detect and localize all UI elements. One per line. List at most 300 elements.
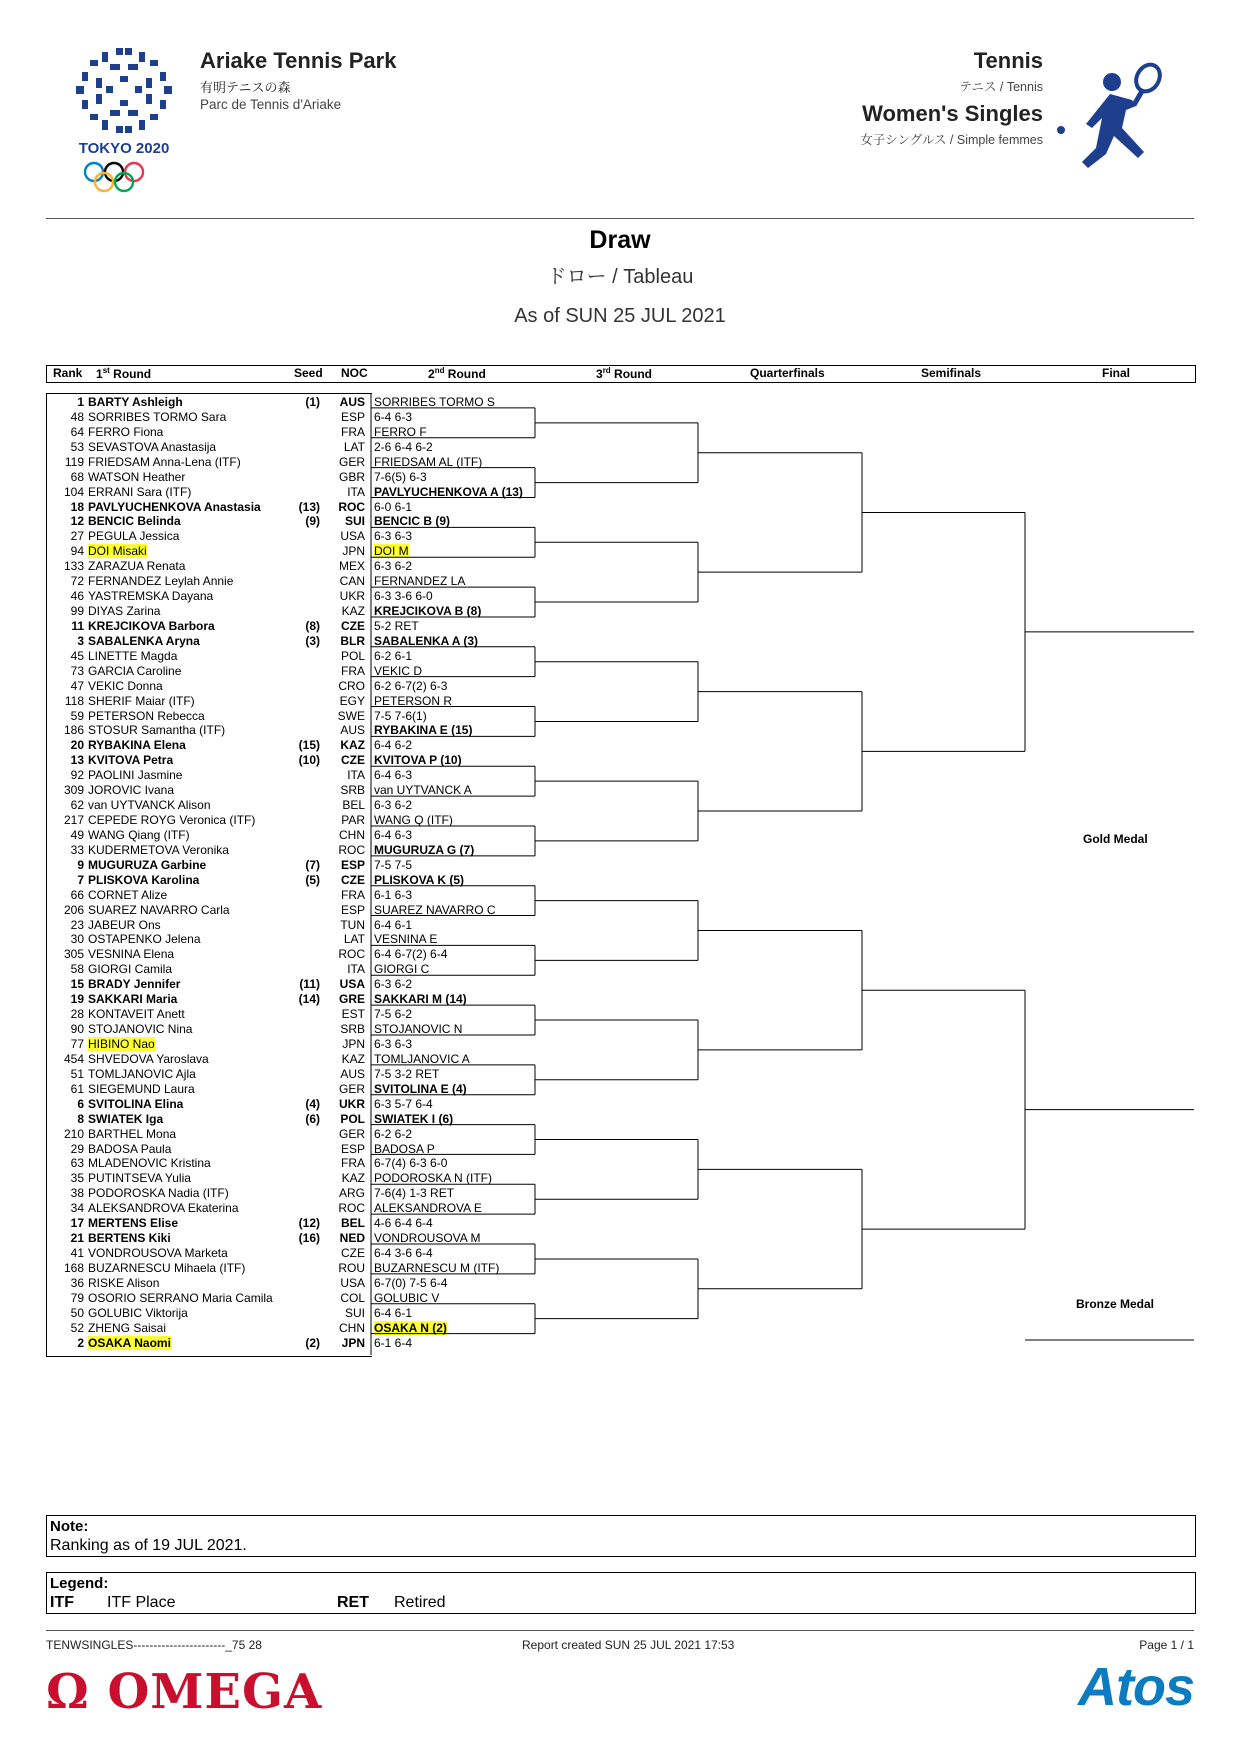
col-semifinals: Semifinals xyxy=(921,366,982,380)
player-rank: 63 xyxy=(70,1156,84,1171)
player-noc: USA xyxy=(340,529,365,544)
sport-name: Tennis xyxy=(973,48,1043,73)
round2-winner xyxy=(374,1082,467,1097)
player-name-text: PLISKOVA Karolina xyxy=(88,872,200,887)
round2-winner xyxy=(374,514,450,529)
player-name xyxy=(88,1007,185,1022)
player-rank: 30 xyxy=(70,932,84,947)
round2-winner-text: PODOROSKA N (ITF) xyxy=(374,1171,493,1186)
player-rank: 9 xyxy=(77,857,84,872)
player-name xyxy=(88,1097,183,1112)
player-seed: (14) xyxy=(298,992,320,1007)
player-name xyxy=(88,1186,229,1201)
player-noc: EGY xyxy=(339,693,365,708)
round2-winner-text: FERNANDEZ LA xyxy=(374,574,466,589)
round2-winner xyxy=(374,1261,499,1276)
legend-desc-itf: ITF Place xyxy=(107,1594,176,1611)
player-name-text: GOLUBIC Viktorija xyxy=(88,1305,188,1320)
player-rank: 7 xyxy=(77,872,84,887)
player-name xyxy=(88,962,172,977)
player-noc: USA xyxy=(340,1275,365,1290)
player-noc: CZE xyxy=(341,618,365,633)
player-name-text: KONTAVEIT Anett xyxy=(88,1007,185,1022)
round2-score: 6-4 3-6 6-4 xyxy=(374,1246,433,1260)
player-name-text: SIEGEMUND Laura xyxy=(88,1081,195,1096)
player-name xyxy=(88,977,180,992)
player-rank: 3 xyxy=(77,633,84,648)
player-rank: 48 xyxy=(70,409,84,424)
player-name xyxy=(88,843,229,858)
player-noc: AUS xyxy=(339,395,365,409)
round2-score: 6-4 6-2 xyxy=(374,738,413,753)
player-noc: CAN xyxy=(339,574,365,589)
note-text: Ranking as of 19 JUL 2021. xyxy=(50,1537,247,1554)
player-name-text: BRADY Jennifer xyxy=(88,977,181,992)
gold-medal-label: Gold Medal xyxy=(1083,832,1148,846)
player-rank: 309 xyxy=(63,783,84,798)
player-rank: 18 xyxy=(70,499,84,514)
round2-winner-text: MUGURUZA G (7) xyxy=(374,842,475,857)
player-noc: TUN xyxy=(340,917,365,932)
player-noc: GER xyxy=(338,1081,365,1096)
round2-winner-text: BADOSA P xyxy=(374,1141,435,1156)
player-noc: BEL xyxy=(341,1216,365,1231)
round2-score: 7-5 7-5 xyxy=(374,857,413,872)
player-rank: 72 xyxy=(70,574,84,589)
player-name-text: MERTENS Elise xyxy=(88,1216,179,1231)
player-noc: COL xyxy=(340,1290,365,1305)
player-rank: 47 xyxy=(70,678,84,693)
round2-score: 4-6 6-4 6-4 xyxy=(374,1216,433,1231)
round2-winner xyxy=(374,783,472,798)
player-name-text: GIORGI Camila xyxy=(88,962,173,977)
round2-winner-text: BENCIC B (9) xyxy=(374,514,451,529)
player-name-text: ZARAZUA Renata xyxy=(88,559,186,574)
round2-score: 6-2 6-2 xyxy=(374,1126,413,1141)
player-name-text: FERRO Fiona xyxy=(88,424,164,439)
round2-score: 7-5 3-2 RET xyxy=(374,1066,440,1081)
player-name-text: PEGULA Jessica xyxy=(88,529,180,544)
round2-winner-text: OSAKA N (2) xyxy=(374,1320,447,1335)
tennis-player-pictogram-icon xyxy=(1052,54,1178,178)
player-name-text: OSAKA Naomi xyxy=(88,1335,171,1350)
round2-winner xyxy=(374,753,462,768)
round2-winner xyxy=(374,1171,492,1186)
player-rank: 90 xyxy=(70,1022,84,1037)
player-noc: ROC xyxy=(338,499,365,514)
player-name xyxy=(88,1201,239,1216)
player-name-text: PAVLYUCHENKOVA Anastasia xyxy=(88,499,261,514)
round2-winner xyxy=(374,1112,453,1127)
player-rank: 52 xyxy=(70,1320,84,1335)
player-name-text: VESNINA Elena xyxy=(88,947,175,962)
player-noc: ARG xyxy=(338,1186,365,1201)
player-rank: 19 xyxy=(70,992,84,1007)
player-name-text: YASTREMSKA Dayana xyxy=(88,589,214,604)
round2-winner-text: SUAREZ NAVARRO C xyxy=(374,902,496,917)
round2-winner xyxy=(374,1142,435,1157)
player-rank: 33 xyxy=(70,842,84,857)
round2-winner-text: SAKKARI M (14) xyxy=(374,992,467,1007)
player-name xyxy=(88,1261,245,1276)
player-name xyxy=(88,1276,159,1291)
round2-winner xyxy=(374,932,437,947)
atos-logo: Atos xyxy=(1078,1657,1194,1717)
round2-score: 6-7(0) 7-5 6-4 xyxy=(374,1275,448,1290)
player-rank: 34 xyxy=(70,1201,84,1216)
player-noc: BLR xyxy=(340,633,365,648)
player-name-text: KVITOVA Petra xyxy=(88,753,174,768)
omega-logo: Ω OMEGA xyxy=(46,1664,323,1720)
player-noc: ESP xyxy=(340,902,365,917)
player-rank: 99 xyxy=(70,604,84,619)
round2-score: 6-3 6-3 xyxy=(374,529,413,544)
player-rank: 6 xyxy=(77,1096,84,1111)
player-noc: NED xyxy=(339,1231,365,1246)
player-name-text: DIYAS Zarina xyxy=(88,604,161,619)
player-name xyxy=(88,1171,191,1186)
player-name xyxy=(88,1336,171,1351)
round2-winner-text: van UYTVANCK A xyxy=(374,783,472,798)
round2-score: 6-2 6-7(2) 6-3 xyxy=(374,678,448,693)
player-name xyxy=(88,574,233,589)
player-name-text: VEKIC Donna xyxy=(88,678,163,693)
player-name xyxy=(88,604,160,619)
player-noc: SRB xyxy=(340,783,365,798)
event-name: Women's Singles xyxy=(862,101,1043,126)
player-rank: 210 xyxy=(63,1126,84,1141)
player-rank: 118 xyxy=(64,693,84,708)
player-noc: JPN xyxy=(342,544,365,559)
round2-winner-text: VEKIC D xyxy=(374,663,423,678)
col-rank: Rank xyxy=(53,366,83,380)
player-name xyxy=(88,1127,176,1142)
player-name xyxy=(88,410,226,425)
games-name: TOKYO 2020 xyxy=(78,140,170,157)
round2-score: 6-4 6-7(2) 6-4 xyxy=(374,947,448,962)
player-rank: 8 xyxy=(77,1111,84,1126)
player-name xyxy=(88,440,216,455)
player-name-text: FRIEDSAM Anna-Lena (ITF) xyxy=(88,454,241,469)
player-name xyxy=(88,798,211,813)
player-name xyxy=(88,1216,178,1231)
player-noc: FRA xyxy=(341,1156,365,1171)
player-rank: 73 xyxy=(70,663,84,678)
round2-winner xyxy=(374,1321,447,1336)
round2-score: 6-4 6-1 xyxy=(374,917,413,932)
player-name-text: VONDROUSOVA Marketa xyxy=(88,1246,228,1260)
round2-score: 6-3 3-6 6-0 xyxy=(374,589,433,604)
player-rank: 62 xyxy=(70,798,84,813)
player-rank: 29 xyxy=(70,1141,84,1156)
round2-winner xyxy=(374,694,452,709)
player-noc: LAT xyxy=(343,439,365,454)
player-name-text: BENCIC Belinda xyxy=(88,514,181,529)
round2-score: 7-6(5) 6-3 xyxy=(374,469,427,484)
player-name xyxy=(88,709,205,724)
player-name xyxy=(88,753,173,768)
player-name-text: RYBAKINA Elena xyxy=(88,738,186,753)
player-name xyxy=(88,738,186,753)
round2-score: 6-4 6-3 xyxy=(374,768,413,783)
player-name-text: STOSUR Samantha (ITF) xyxy=(88,723,226,738)
player-name-text: RISKE Alison xyxy=(88,1275,160,1290)
player-name-text: KUDERMETOVA Veronika xyxy=(88,842,229,857)
player-name-text: MLADENOVIC Kristina xyxy=(88,1156,211,1171)
player-noc: ESP xyxy=(340,857,365,872)
player-noc: ROC xyxy=(338,842,365,857)
player-name xyxy=(88,694,195,709)
round2-score: 6-3 6-3 xyxy=(374,1036,413,1051)
player-seed: (12) xyxy=(298,1216,320,1231)
player-name xyxy=(88,664,181,679)
round2-winner xyxy=(374,455,482,470)
bronze-medal-label: Bronze Medal xyxy=(1076,1297,1155,1311)
round2-winner-text: SABALENKA A (3) xyxy=(374,633,478,648)
report-code: TENWSINGLES-----------------------_75 28 xyxy=(46,1638,262,1652)
player-name-text: WANG Qiang (ITF) xyxy=(88,827,190,842)
player-noc: EST xyxy=(341,1007,365,1022)
player-seed: (16) xyxy=(298,1231,320,1246)
player-name-text: SVITOLINA Elina xyxy=(88,1096,184,1111)
player-seed: (1) xyxy=(305,395,320,409)
player-rank: 305 xyxy=(63,947,84,962)
player-name xyxy=(88,514,181,529)
player-name xyxy=(88,529,179,544)
round2-winner-text: WANG Q (ITF) xyxy=(374,813,453,828)
player-rank: 20 xyxy=(70,738,84,753)
player-seed: (13) xyxy=(298,499,320,514)
player-rank: 168 xyxy=(63,1260,84,1275)
player-noc: GBR xyxy=(338,469,365,484)
player-rank: 77 xyxy=(70,1036,84,1051)
round2-winner xyxy=(374,1201,482,1216)
player-noc: AUS xyxy=(340,723,365,738)
player-rank: 61 xyxy=(70,1081,84,1096)
player-rank: 79 xyxy=(70,1290,84,1305)
player-name xyxy=(88,500,261,515)
round2-winner xyxy=(374,574,465,589)
round2-score: 6-2 6-1 xyxy=(374,648,413,663)
player-noc: UKR xyxy=(339,589,365,604)
player-seed: (15) xyxy=(298,738,320,753)
round2-winner-text: KREJCIKOVA B (8) xyxy=(374,604,482,619)
player-noc: GER xyxy=(338,1126,365,1141)
player-name xyxy=(88,1321,166,1336)
player-noc: FRA xyxy=(341,424,365,439)
player-name xyxy=(88,634,200,649)
legend-code-ret: RET xyxy=(337,1594,369,1611)
player-rank: 45 xyxy=(70,648,84,663)
player-name xyxy=(88,1291,273,1306)
player-name xyxy=(88,1231,171,1246)
player-name-text: KREJCIKOVA Barbora xyxy=(88,618,215,633)
player-rank: 13 xyxy=(70,753,84,768)
player-noc: UKR xyxy=(339,1096,365,1111)
player-seed: (9) xyxy=(305,514,320,529)
player-noc: ITA xyxy=(347,962,365,977)
footer-divider xyxy=(46,1630,1194,1631)
player-rank: 12 xyxy=(70,514,84,529)
player-name-text: ALEKSANDROVA Ekaterina xyxy=(88,1201,239,1216)
player-rank: 59 xyxy=(70,708,84,723)
player-name-text: BADOSA Paula xyxy=(88,1141,172,1156)
player-name xyxy=(88,649,177,664)
round2-score: 6-3 5-7 6-4 xyxy=(374,1096,433,1111)
player-name xyxy=(88,1306,188,1321)
player-name-text: PAOLINI Jasmine xyxy=(88,768,183,783)
player-name xyxy=(88,783,174,798)
round2-winner-text: PLISKOVA K (5) xyxy=(374,872,465,887)
player-name-text: DOI Misaki xyxy=(88,544,147,559)
player-seed: (11) xyxy=(299,977,320,992)
round2-winner-text: TOMLJANOVIC A xyxy=(374,1051,470,1066)
player-name xyxy=(88,1082,195,1097)
page-number: Page 1 / 1 xyxy=(1139,1638,1194,1652)
player-name xyxy=(88,1142,171,1157)
player-rank: 92 xyxy=(70,768,84,783)
player-name-text: MUGURUZA Garbine xyxy=(88,857,207,872)
note-title: Note: xyxy=(50,1518,89,1535)
player-seed: (8) xyxy=(305,618,320,633)
round2-score: 6-4 6-1 xyxy=(374,1305,413,1320)
player-name xyxy=(88,1067,196,1082)
round2-score: 6-3 6-2 xyxy=(374,798,413,813)
player-name-text: BARTHEL Mona xyxy=(88,1126,177,1141)
player-name xyxy=(88,947,174,962)
round2-score: 6-1 6-3 xyxy=(374,887,413,902)
round2-winner-text: BUZARNESCU M (ITF) xyxy=(374,1260,500,1275)
round2-winner xyxy=(374,1022,462,1037)
player-name-text: GARCIA Caroline xyxy=(88,663,182,678)
round2-score: 6-0 6-1 xyxy=(374,499,413,514)
player-name-text: BARTY Ashleigh xyxy=(88,395,183,409)
player-noc: POL xyxy=(340,1111,365,1126)
player-noc: SRB xyxy=(340,1022,365,1037)
player-name-text: SEVASTOVA Anastasija xyxy=(88,439,217,454)
player-noc: CHN xyxy=(339,827,365,842)
player-name-text: SORRIBES TORMO Sara xyxy=(88,409,227,424)
player-noc: KAZ xyxy=(341,1051,365,1066)
player-name-text: JOROVIC Ivana xyxy=(88,783,175,798)
player-rank: 206 xyxy=(63,902,84,917)
player-rank: 51 xyxy=(70,1066,84,1081)
player-rank: 11 xyxy=(71,618,84,633)
player-noc: ROC xyxy=(338,1201,365,1216)
player-name xyxy=(88,723,225,738)
player-name-text: PODOROSKA Nadia (ITF) xyxy=(88,1186,229,1201)
round2-winner-text: KVITOVA P (10) xyxy=(374,753,462,768)
player-noc: POL xyxy=(340,648,365,663)
player-name xyxy=(88,425,163,440)
player-noc: ESP xyxy=(340,409,365,424)
round2-winner xyxy=(374,544,409,559)
player-noc: KAZ xyxy=(340,738,365,753)
player-name xyxy=(88,1156,211,1171)
player-name xyxy=(88,768,182,783)
player-seed: (10) xyxy=(298,753,320,768)
player-name-text: PUTINTSEVA Yulia xyxy=(88,1171,191,1186)
player-noc: CRO xyxy=(338,678,365,693)
player-noc: JPN xyxy=(341,1335,365,1350)
legend-box xyxy=(46,1572,1196,1614)
emblem-checkered-icon xyxy=(72,46,176,136)
player-name xyxy=(88,589,213,604)
player-rank: 1 xyxy=(77,395,84,409)
round2-winner-text: FRIEDSAM AL (ITF) xyxy=(374,454,483,469)
round2-winner-text: GIORGI C xyxy=(374,962,430,977)
round2-score: 6-4 6-3 xyxy=(374,409,413,424)
player-noc: CHN xyxy=(339,1320,365,1335)
player-rank: 186 xyxy=(63,723,84,738)
report-created: Report created SUN 25 JUL 2021 17:53 xyxy=(522,1638,735,1652)
event-name-translations: 女子シングルス / Simple femmes xyxy=(860,133,1043,147)
player-rank: 23 xyxy=(70,917,84,932)
player-rank: 64 xyxy=(70,424,84,439)
player-noc: GER xyxy=(338,454,365,469)
round2-winner xyxy=(374,1052,470,1067)
player-name-text: SWIATEK Iga xyxy=(88,1111,164,1126)
round2-winner-text: SORRIBES TORMO S xyxy=(374,395,495,409)
player-name-text: FERNANDEZ Leylah Annie xyxy=(88,574,234,589)
legend-desc-ret: Retired xyxy=(394,1594,446,1611)
player-noc: JPN xyxy=(342,1036,365,1051)
player-name xyxy=(88,1246,228,1261)
player-rank: 94 xyxy=(70,544,84,559)
col-final: Final xyxy=(1102,366,1131,380)
round2-winner xyxy=(374,1291,439,1306)
round2-winner-text: VESNINA E xyxy=(374,932,438,947)
player-name xyxy=(88,873,199,888)
player-name xyxy=(88,1037,155,1052)
player-noc: CZE xyxy=(341,872,365,887)
round2-winner-text: ALEKSANDROVA E xyxy=(374,1201,482,1216)
round2-score: 7-5 6-2 xyxy=(374,1007,413,1022)
player-rank: 104 xyxy=(63,484,84,499)
player-name-text: HIBINO Nao xyxy=(88,1036,155,1051)
round2-winner xyxy=(374,903,496,918)
player-rank: 50 xyxy=(70,1305,84,1320)
player-name-text: CEPEDE ROYG Veronica (ITF) xyxy=(88,813,256,828)
player-noc: CZE xyxy=(341,1246,365,1260)
round2-score: 2-6 6-4 6-2 xyxy=(374,439,433,454)
round2-winner xyxy=(374,485,523,500)
player-noc: SUI xyxy=(344,514,365,529)
player-rank: 53 xyxy=(70,439,84,454)
player-name-text: ZHENG Saisai xyxy=(88,1320,167,1335)
player-name xyxy=(88,395,183,410)
player-noc: SWE xyxy=(337,708,365,723)
venue-name-french: Parc de Tennis d'Ariake xyxy=(200,97,342,112)
player-seed: (2) xyxy=(305,1335,320,1350)
player-name xyxy=(88,1052,209,1067)
player-noc: ITA xyxy=(347,484,365,499)
player-name xyxy=(88,544,147,559)
round2-winner xyxy=(374,1231,480,1246)
player-rank: 15 xyxy=(70,977,84,992)
player-rank: 46 xyxy=(70,589,84,604)
player-noc: ROU xyxy=(338,1260,365,1275)
player-noc: ESP xyxy=(340,1141,365,1156)
player-name-text: SABALENKA Aryna xyxy=(88,633,200,648)
player-rank: 2 xyxy=(77,1335,84,1350)
player-noc: KAZ xyxy=(341,1171,365,1186)
player-rank: 41 xyxy=(70,1246,84,1260)
player-name xyxy=(88,992,177,1007)
round2-winner xyxy=(374,634,478,649)
player-noc: KAZ xyxy=(341,604,365,619)
player-name xyxy=(88,619,215,634)
